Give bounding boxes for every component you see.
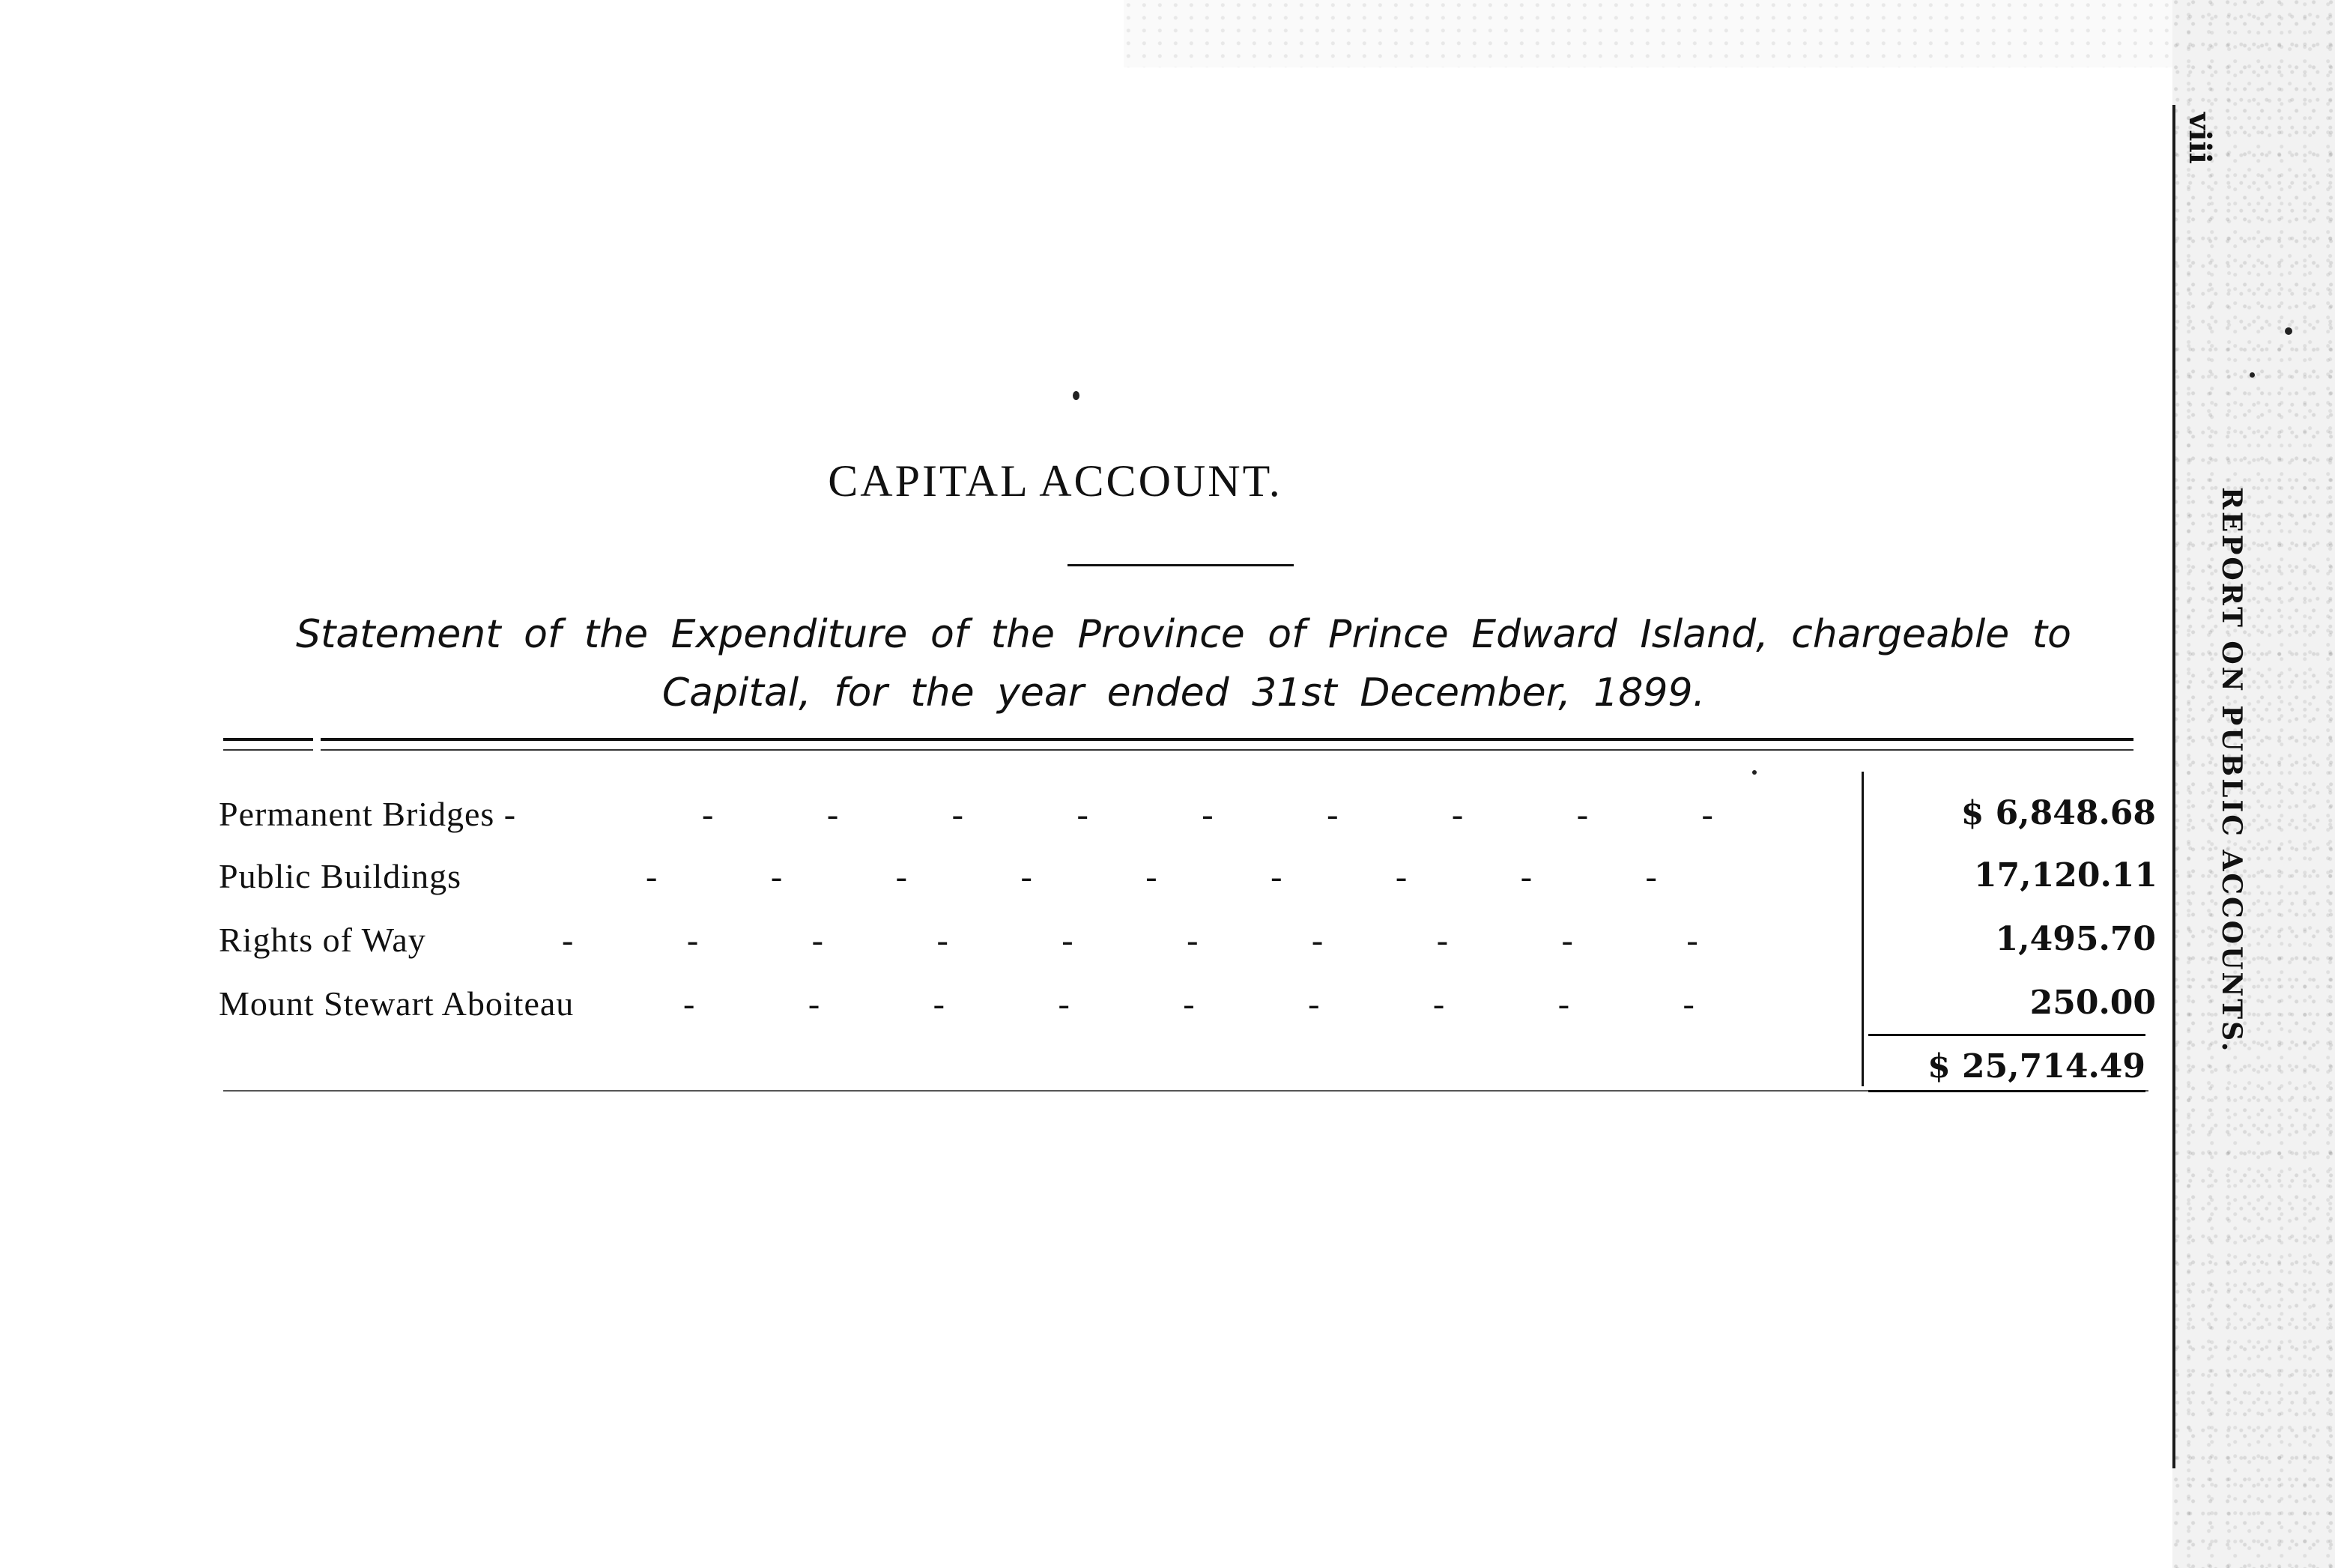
total-amount: $ 25,714.49	[1927, 1047, 2145, 1086]
row-amount: 250.00	[2029, 984, 2156, 1022]
row-label: Mount Stewart Aboiteau	[219, 984, 575, 1023]
total-underline	[1868, 1090, 2145, 1092]
running-head: REPORT ON PUBLIC ACCOUNTS.	[2216, 487, 2247, 1054]
ink-speck	[1073, 391, 1079, 400]
row-label: Rights of Way	[219, 921, 426, 959]
table-header-rule-thin	[223, 749, 2133, 751]
title-rule	[1067, 564, 1294, 566]
sum-rule	[1868, 1034, 2145, 1036]
ink-speck	[2285, 327, 2292, 335]
row-label: Permanent Bridges -	[219, 795, 517, 833]
row-label: Public Buildings	[219, 857, 461, 895]
page-title	[0, 455, 2335, 507]
row-leaders: - - - - - - - - -	[683, 984, 1695, 1023]
table-header-rule	[223, 738, 2133, 741]
table-row	[219, 984, 2156, 1036]
page-margin-shading	[2172, 0, 2335, 1568]
table-row	[219, 920, 2156, 972]
page-number: viii	[2182, 112, 2217, 164]
row-leaders: - - - - - - - - - -	[562, 921, 1698, 959]
table-bottom-rule	[223, 1090, 2148, 1092]
row-amount: 1,495.70	[1995, 920, 2156, 958]
table-row	[219, 856, 2157, 909]
rule-gap	[313, 736, 321, 754]
table-row	[219, 794, 2156, 847]
row-amount: 17,120.11	[1974, 856, 2157, 895]
page-title-text: CAPITAL ACCOUNT.	[828, 456, 1282, 506]
margin-rule	[2172, 105, 2175, 1468]
row-amount: $ 6,848.68	[1960, 794, 2156, 832]
ink-speck	[1752, 770, 1757, 775]
ink-speck	[2250, 372, 2255, 378]
row-leaders: - - - - - - - - -	[646, 857, 1657, 895]
statement-subtitle: Statement of the Expenditure of the Province of Prince Edward Island, chargeable to Capital, for the year ended 31st December, 1899.	[295, 612, 2071, 715]
row-leaders: - - - - - - - - -	[702, 795, 1713, 833]
page-edge-shading	[1124, 0, 2172, 67]
